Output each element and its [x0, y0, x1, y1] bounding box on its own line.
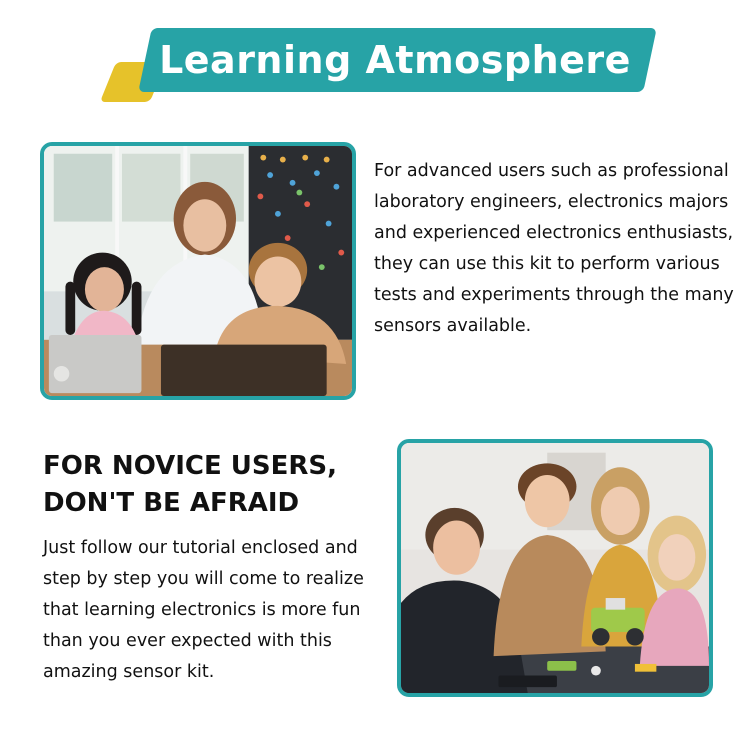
text-line: they can use this kit to perform various [374, 254, 720, 274]
novice-users-description [43, 533, 383, 688]
photo-children-building-robot [397, 439, 713, 697]
photo-teacher-children-laptops [40, 142, 356, 400]
text-line: than you ever expected with this [43, 631, 332, 651]
text-line: and experienced electronics enthusiasts, [374, 223, 734, 243]
text-line: that learning electronics is more fun [43, 600, 361, 620]
text-line: laboratory engineers, electronics majors [374, 192, 729, 212]
text-line: step by step you will come to realize [43, 569, 364, 589]
text-line: amazing sensor kit. [43, 662, 215, 682]
text-line: sensors available. [374, 316, 532, 336]
heading-line: FOR NOVICE USERS, [43, 451, 338, 481]
page-title: Learning Atmosphere [159, 38, 631, 82]
novice-heading [43, 448, 383, 522]
text-line: Just follow our tutorial enclosed and [43, 538, 358, 558]
heading-line: DON'T BE AFRAID [43, 488, 300, 518]
text-line: For advanced users such as professional [374, 161, 729, 181]
advanced-users-description [374, 156, 734, 342]
text-line: tests and experiments through the many [374, 285, 734, 305]
